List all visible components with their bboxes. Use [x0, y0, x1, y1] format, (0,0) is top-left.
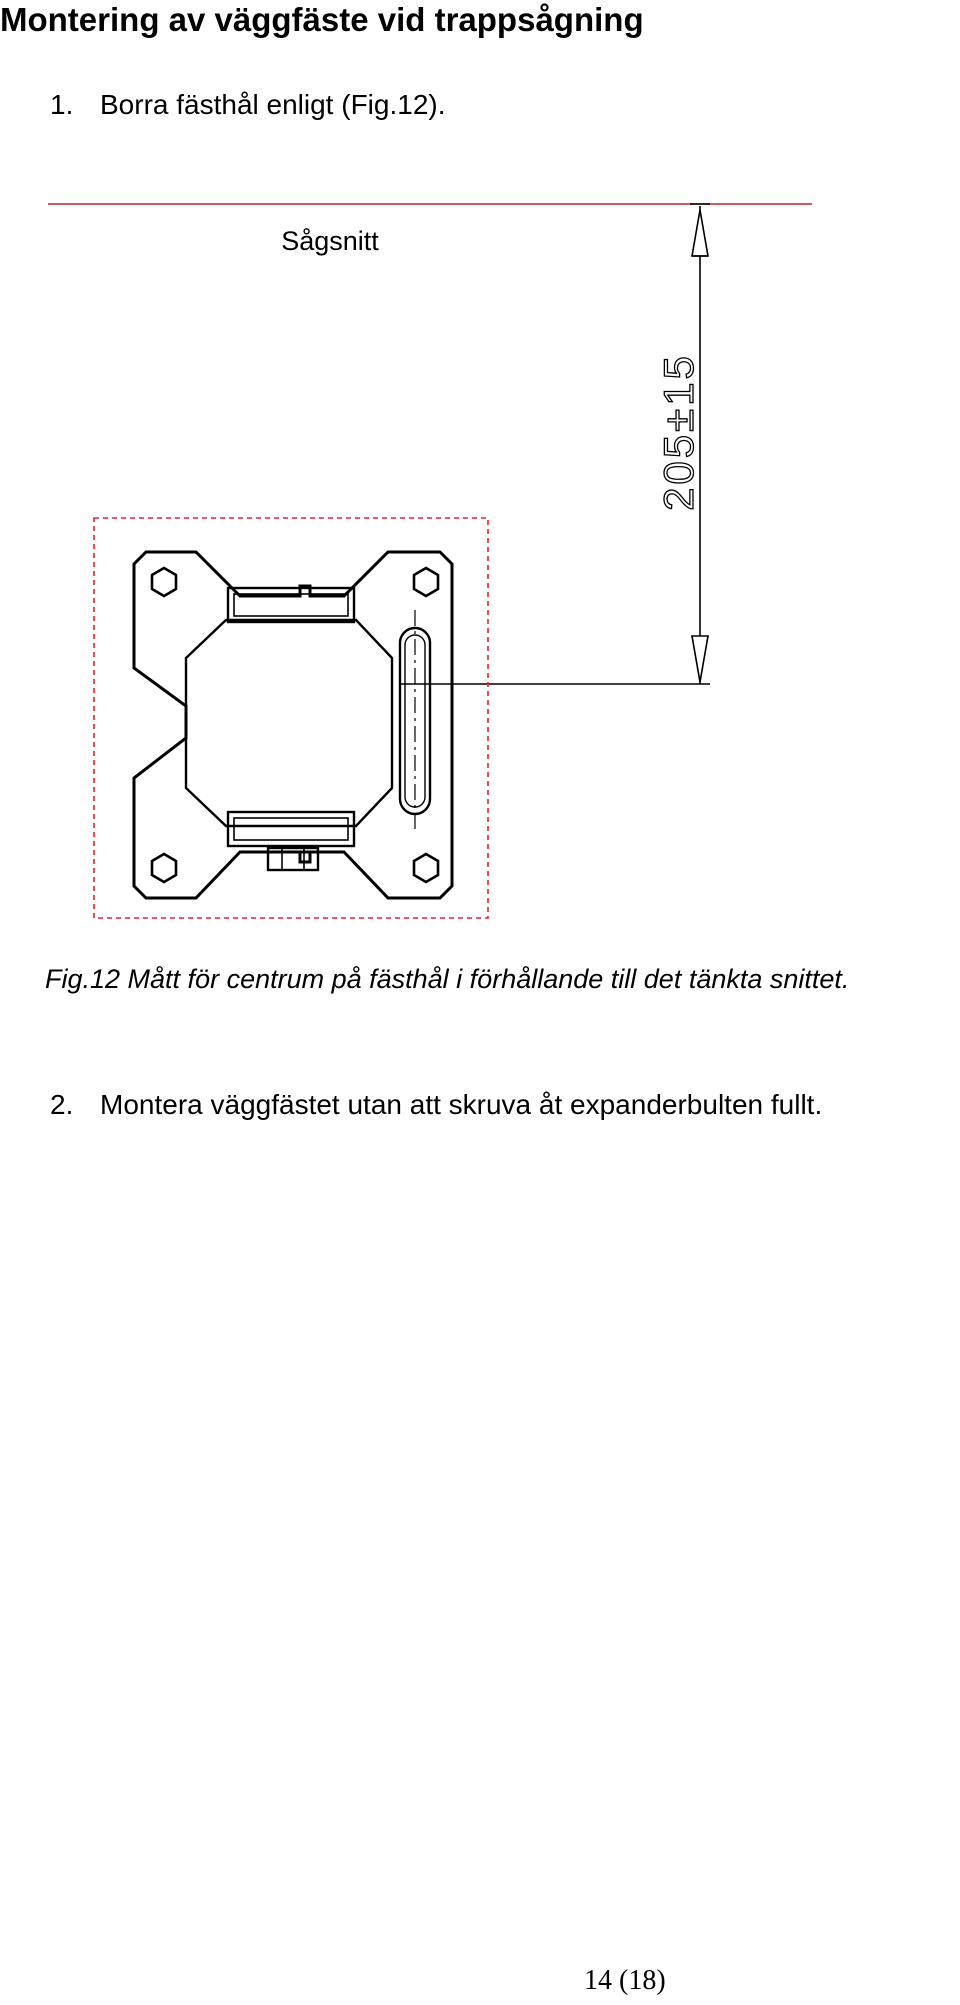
dimension-arrow-bottom-icon: [692, 636, 708, 682]
page-heading: Montering av väggfäste vid trappsågning: [0, 1, 644, 38]
step-number: 1.: [50, 89, 74, 120]
step-text: Borra fästhål enligt (Fig.12).: [100, 89, 446, 120]
dimension-label: 205±15: [655, 353, 702, 511]
instruction-step-1: [50, 88, 750, 122]
figure-12-drawing: [0, 190, 820, 930]
figure-caption: Fig.12 Mått för centrum på fästhål i förhållande till det tänkta snittet.: [45, 964, 850, 994]
saw-cut-label: Sågsnitt: [281, 226, 379, 256]
step-number: 2.: [50, 1089, 74, 1120]
instruction-step-2: [50, 1088, 960, 1122]
page-number: 14 (18): [584, 1965, 666, 1996]
dimension-arrow-top-icon: [692, 210, 708, 256]
wall-bracket-drawing: [134, 552, 452, 898]
step-text: Montera väggfästet utan att skruva åt expanderbulten fullt.: [100, 1089, 823, 1120]
corner-hex-nut-icon: [152, 568, 438, 882]
